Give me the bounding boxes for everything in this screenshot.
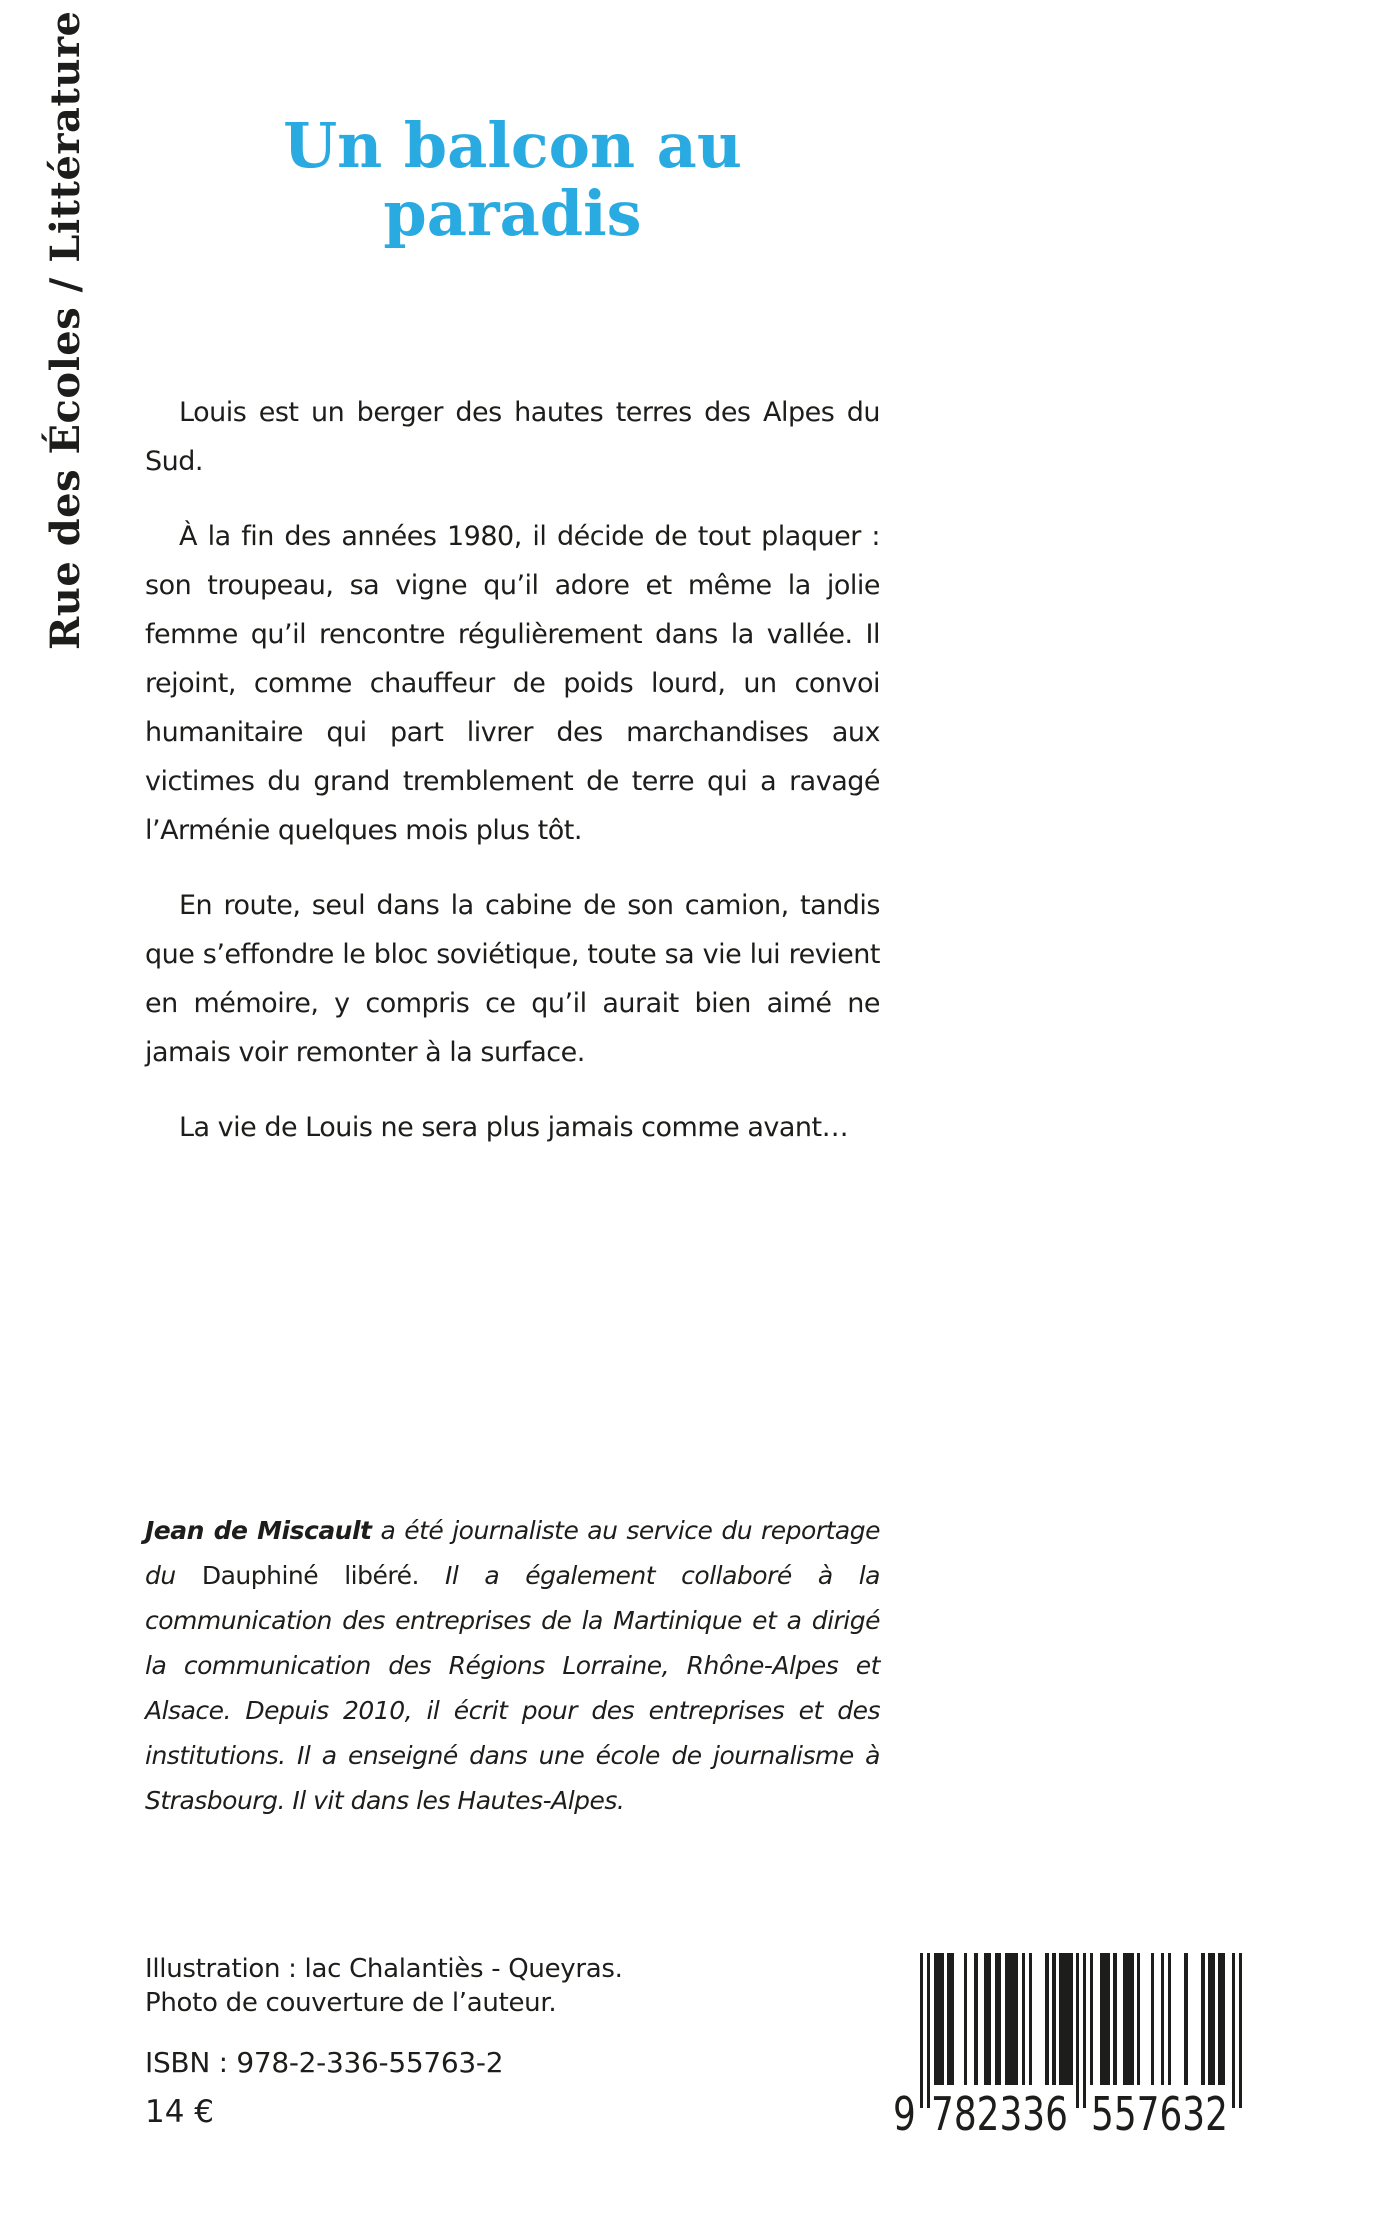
photo-credit: Photo de couverture de l’auteur.: [145, 1988, 557, 2018]
barcode-first-digit: 9: [893, 2087, 916, 2141]
synopsis-paragraph-1: Louis est un berger des hautes terres des Alpes du Sud.: [145, 397, 880, 477]
isbn-line: ISBN : 978-2-336-55763-2: [145, 2046, 504, 2079]
barcode-left-group: 782336: [931, 2087, 1068, 2141]
barcode: [893, 1953, 1245, 2141]
barcode-bars: [920, 1953, 1242, 2108]
author-bio: [145, 1508, 880, 1823]
bio-text-1: a été journaliste au service du reportage du: [145, 1516, 880, 1590]
illustration-credit: Illustration : lac Chalantiès - Queyras.: [145, 1954, 623, 1984]
barcode-right-group: 557632: [1091, 2087, 1228, 2141]
synopsis-paragraph-4: La vie de Louis ne sera plus jamais comme avant…: [179, 1112, 849, 1143]
synopsis-paragraph-2: À la fin des années 1980, il décide de tout plaquer : son troupeau, sa vigne qu’il adore et même la jolie femme qu’il rencontre régulièrement dans la vallée. Il rejoint, comme chauffeur de poids lourd, un convoi humanitaire qui part livrer des marchandises aux victimes du grand tremblement de terre qui a ravagé l’Arménie quelques mois plus tôt.: [145, 521, 880, 846]
book-title: Un balcon au paradis: [283, 109, 742, 251]
synopsis: [145, 388, 880, 1178]
price: 14 €: [145, 2094, 215, 2130]
synopsis-paragraph-3: En route, seul dans la cabine de son camion, tandis que s’effondre le bloc soviétique, toute sa vie lui revient en mémoire, y compris ce qu’il aurait bien aimé ne jamais voir remonter à la surface.: [145, 890, 880, 1068]
newspaper-name: Dauphiné libéré.: [201, 1561, 419, 1590]
credits: [145, 1952, 880, 2020]
author-name: Jean de Miscault: [145, 1516, 372, 1545]
bio-text-2: Il a également collaboré à la communication des entreprises de la Martinique et a dirigé la communication des Régions Lorraine, Rhône-Alpes et Alsace. Depuis 2010, il écrit pour des entreprises et des institutions. Il a enseigné dans une école de journalisme à Strasbourg. Il vit dans les Hautes-Alpes.: [145, 1561, 880, 1815]
barcode-module: [1239, 1953, 1242, 2108]
collection-label: Rue des Écoles / Littérature: [42, 10, 89, 650]
